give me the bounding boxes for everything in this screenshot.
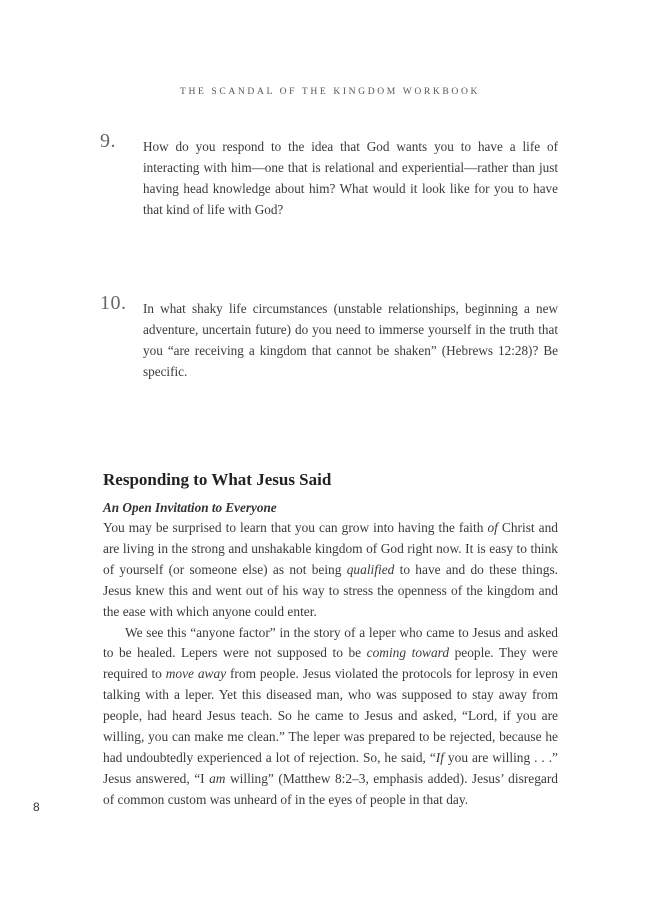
question-number: 9. bbox=[100, 130, 116, 152]
paragraph: We see this “anyone factor” in the story of a leper who came to Jesus and asked to be healed. Lepers were not supposed to be coming toward people. They were required to move away from people. Jesus violated the protocols for leprosy in even talking with a leper. Yet this diseased man, who was supposed to stay away from people, had heard Jesus teach. So he came to Jesus and asked, “Lord, if you are willing, you can make me clean.” The leper was prepared to be rejected, because he had undoubtedly experienced a lot of rejection. So, he said, “If you are willing . . .” Jesus answered, “I am willing” (Matthew 8:2–3, emphasis added). Jesus’ disregard of common custom was unheard of in the eyes of people in that day. bbox=[103, 624, 559, 807]
paragraph: You may be surprised to learn that you can grow into having the faith of Christ and are living in the strong and unshakable kingdom of God right now. It is easy to think of yourself (or someone else) as not being qualified to have and do these things. Jesus knew this and went out of his way to stress the openness of the kingdom and the ease with which anyone could enter. bbox=[103, 520, 558, 619]
page-number: 8 bbox=[33, 800, 40, 814]
section-title: Responding to What Jesus Said bbox=[103, 470, 332, 489]
body-text bbox=[103, 518, 558, 811]
question-text: How do you respond to the idea that God wants you to have a life of interacting with him—one that is relational and experiential—rather than just having head knowledge about him? What would it look like for you to have that kind of life with God? bbox=[143, 139, 558, 217]
question-number: 10. bbox=[100, 292, 127, 314]
running-head: THE SCANDAL OF THE KINGDOM WORKBOOK bbox=[179, 86, 481, 97]
question-text: In what shaky life circumstances (unstable relationships, beginning a new adventure, uncertain future) do you need to immerse yourself in the truth that you “are receiving a kingdom that cannot be shaken” (Hebrews 12:28)? Be specific. bbox=[143, 301, 558, 379]
section-subtitle: An Open Invitation to Everyone bbox=[103, 500, 277, 515]
